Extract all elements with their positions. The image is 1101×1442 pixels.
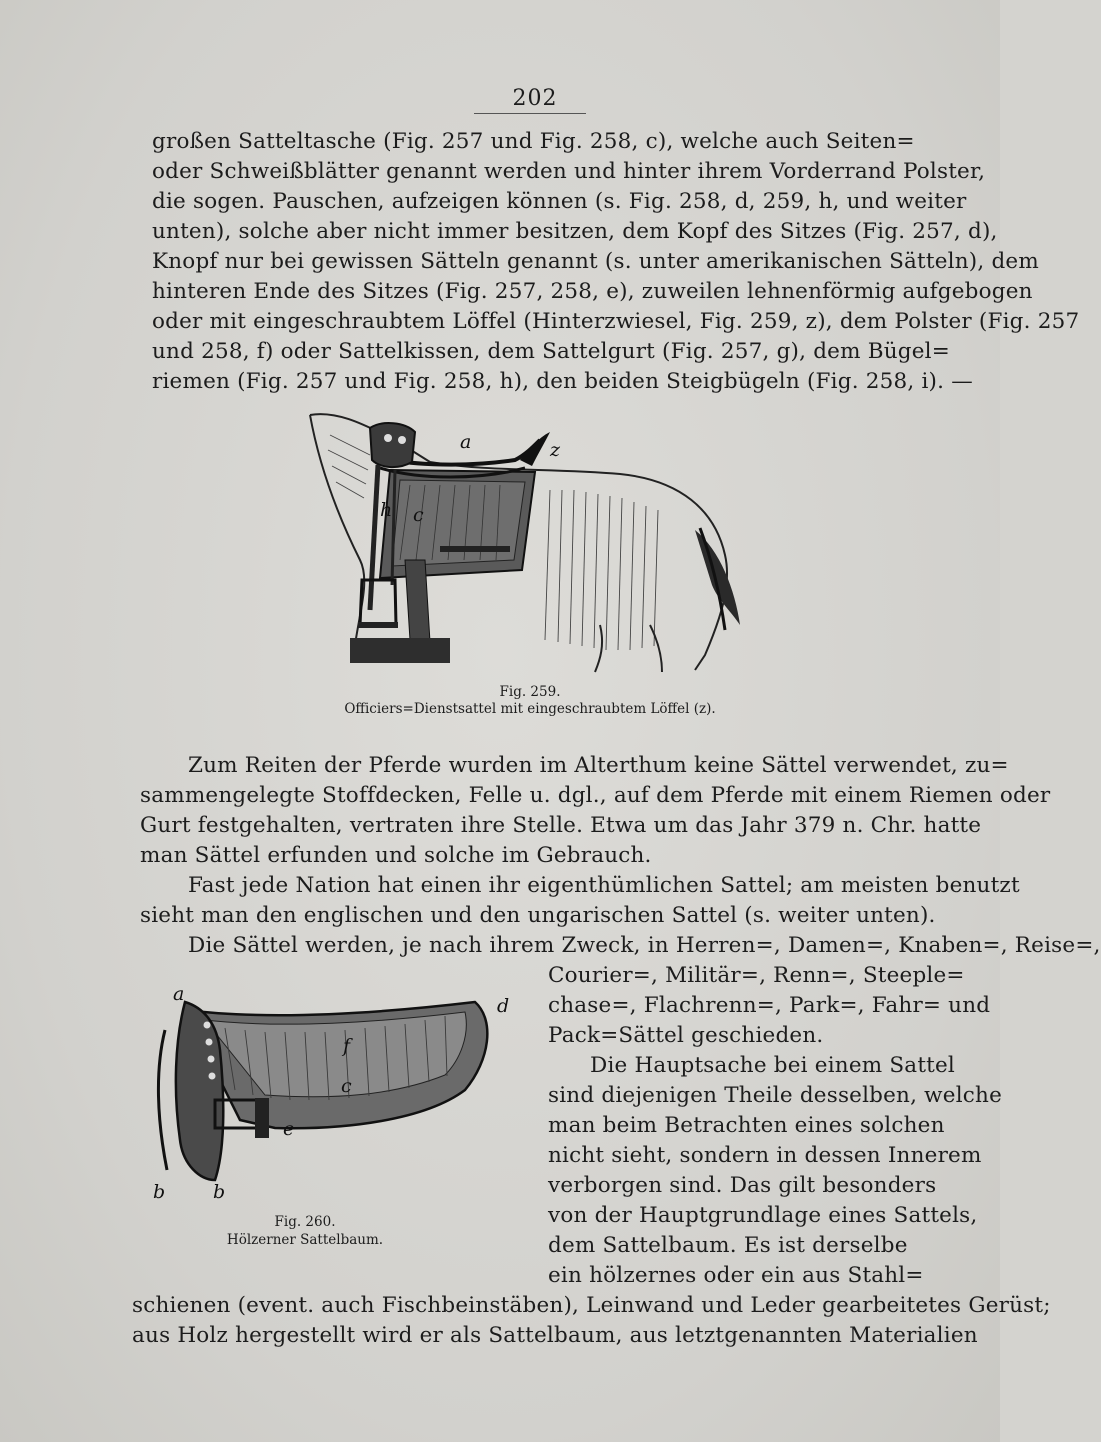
- text-line: aus Holz hergestellt wird er als Sattelbaum, aus letztgenannten Materialien: [132, 1323, 978, 1348]
- label-b-left: b: [153, 1181, 166, 1203]
- text-line: Gurt festgehalten, vertraten ihre Stelle. Etwa um das Jahr 379 n. Chr. hatte: [140, 813, 982, 838]
- text-line: oder mit eingeschraubtem Löffel (Hinterzwiesel, Fig. 259, z), dem Polster (Fig. 257: [152, 309, 1080, 334]
- text-line: unten), solche aber nicht immer besitzen, dem Kopf des Sitzes (Fig. 257, d),: [152, 219, 998, 244]
- label-a: a: [173, 983, 185, 1005]
- label-a: a: [460, 431, 472, 453]
- horse-saddle-drawing: [300, 410, 760, 675]
- label-h: h: [380, 499, 393, 521]
- label-f: f: [343, 1035, 351, 1057]
- text-line: riemen (Fig. 257 und Fig. 258, h), den beiden Steigbügeln (Fig. 258, i). —: [152, 369, 973, 394]
- text-line: Die Hauptsache bei einem Sattel: [590, 1053, 956, 1078]
- figure-259-caption-text: Officiers=Dienstsattel mit eingeschraubtem Löffel (z).: [344, 701, 716, 717]
- text-line: sammengelegte Stoffdecken, Felle u. dgl., auf dem Pferde mit einem Riemen oder: [140, 783, 1051, 808]
- text-line: Die Sättel werden, je nach ihrem Zweck, in Herren=, Damen=, Knaben=, Reise=,: [188, 933, 1101, 958]
- text-line: und 258, f) oder Sattelkissen, dem Sattelgurt (Fig. 257, g), dem Bügel=: [152, 339, 950, 364]
- label-c: c: [341, 1075, 352, 1097]
- text-line: schienen (event. auch Fischbeinstäben), Leinwand und Leder gearbeitetes Gerüst;: [132, 1293, 1051, 1318]
- text-line: man Sättel erfunden und solche im Gebrauch.: [140, 843, 652, 868]
- text-line: chase=, Flachrenn=, Park=, Fahr= und: [548, 993, 991, 1018]
- text-line: Knopf nur bei gewissen Sätteln genannt (s. unter amerikanischen Sätteln), dem: [152, 249, 1039, 274]
- figure-260-saddle-tree-illustration: [145, 980, 525, 1205]
- text-line: hinteren Ende des Sitzes (Fig. 257, 258, e), zuweilen lehnenförmig aufgebogen: [152, 279, 1033, 304]
- text-line: von der Hauptgrundlage eines Sattels,: [548, 1203, 978, 1228]
- figure-259-caption-number: Fig. 259.: [499, 684, 561, 700]
- text-line: sind diejenigen Theile desselben, welche: [548, 1083, 1002, 1108]
- saddle-tree-drawing: [145, 980, 525, 1205]
- figure-259-horse-saddle-illustration: [300, 410, 760, 675]
- text-line: dem Sattelbaum. Es ist derselbe: [548, 1233, 908, 1258]
- text-line: verborgen sind. Das gilt besonders: [548, 1173, 937, 1198]
- text-line: ein hölzernes oder ein aus Stahl=: [548, 1263, 924, 1288]
- text-line: Pack=Sättel geschieden.: [548, 1023, 824, 1048]
- text-line: man beim Betrachten eines solchen: [548, 1113, 945, 1138]
- header-rule: [474, 113, 586, 114]
- label-d: d: [497, 995, 510, 1017]
- label-b-right: b: [213, 1181, 226, 1203]
- text-line: nicht sieht, sondern in dessen Innerem: [548, 1143, 982, 1168]
- text-line: die sogen. Pauschen, aufzeigen können (s. Fig. 258, d, 259, h, und weiter: [152, 189, 967, 214]
- text-line: oder Schweißblätter genannt werden und hinter ihrem Vorderrand Polster,: [152, 159, 986, 184]
- text-line: großen Satteltasche (Fig. 257 und Fig. 258, c), welche auch Seiten=: [152, 129, 915, 154]
- text-line: Courier=, Militär=, Renn=, Steeple=: [548, 963, 965, 988]
- page-number: 202: [512, 86, 558, 111]
- text-line: Zum Reiten der Pferde wurden im Alterthum keine Sättel verwendet, zu=: [188, 753, 1009, 778]
- figure-260-caption-number: Fig. 260.: [274, 1214, 336, 1230]
- text-line: Fast jede Nation hat einen ihr eigenthümlichen Sattel; am meisten benutzt: [188, 873, 1020, 898]
- label-e: e: [283, 1118, 295, 1140]
- figure-260-caption-text: Hölzerner Sattelbaum.: [226, 1232, 384, 1248]
- text-line: sieht man den englischen und den ungarischen Sattel (s. weiter unten).: [140, 903, 936, 928]
- label-c: c: [413, 504, 424, 526]
- label-z: z: [550, 439, 561, 461]
